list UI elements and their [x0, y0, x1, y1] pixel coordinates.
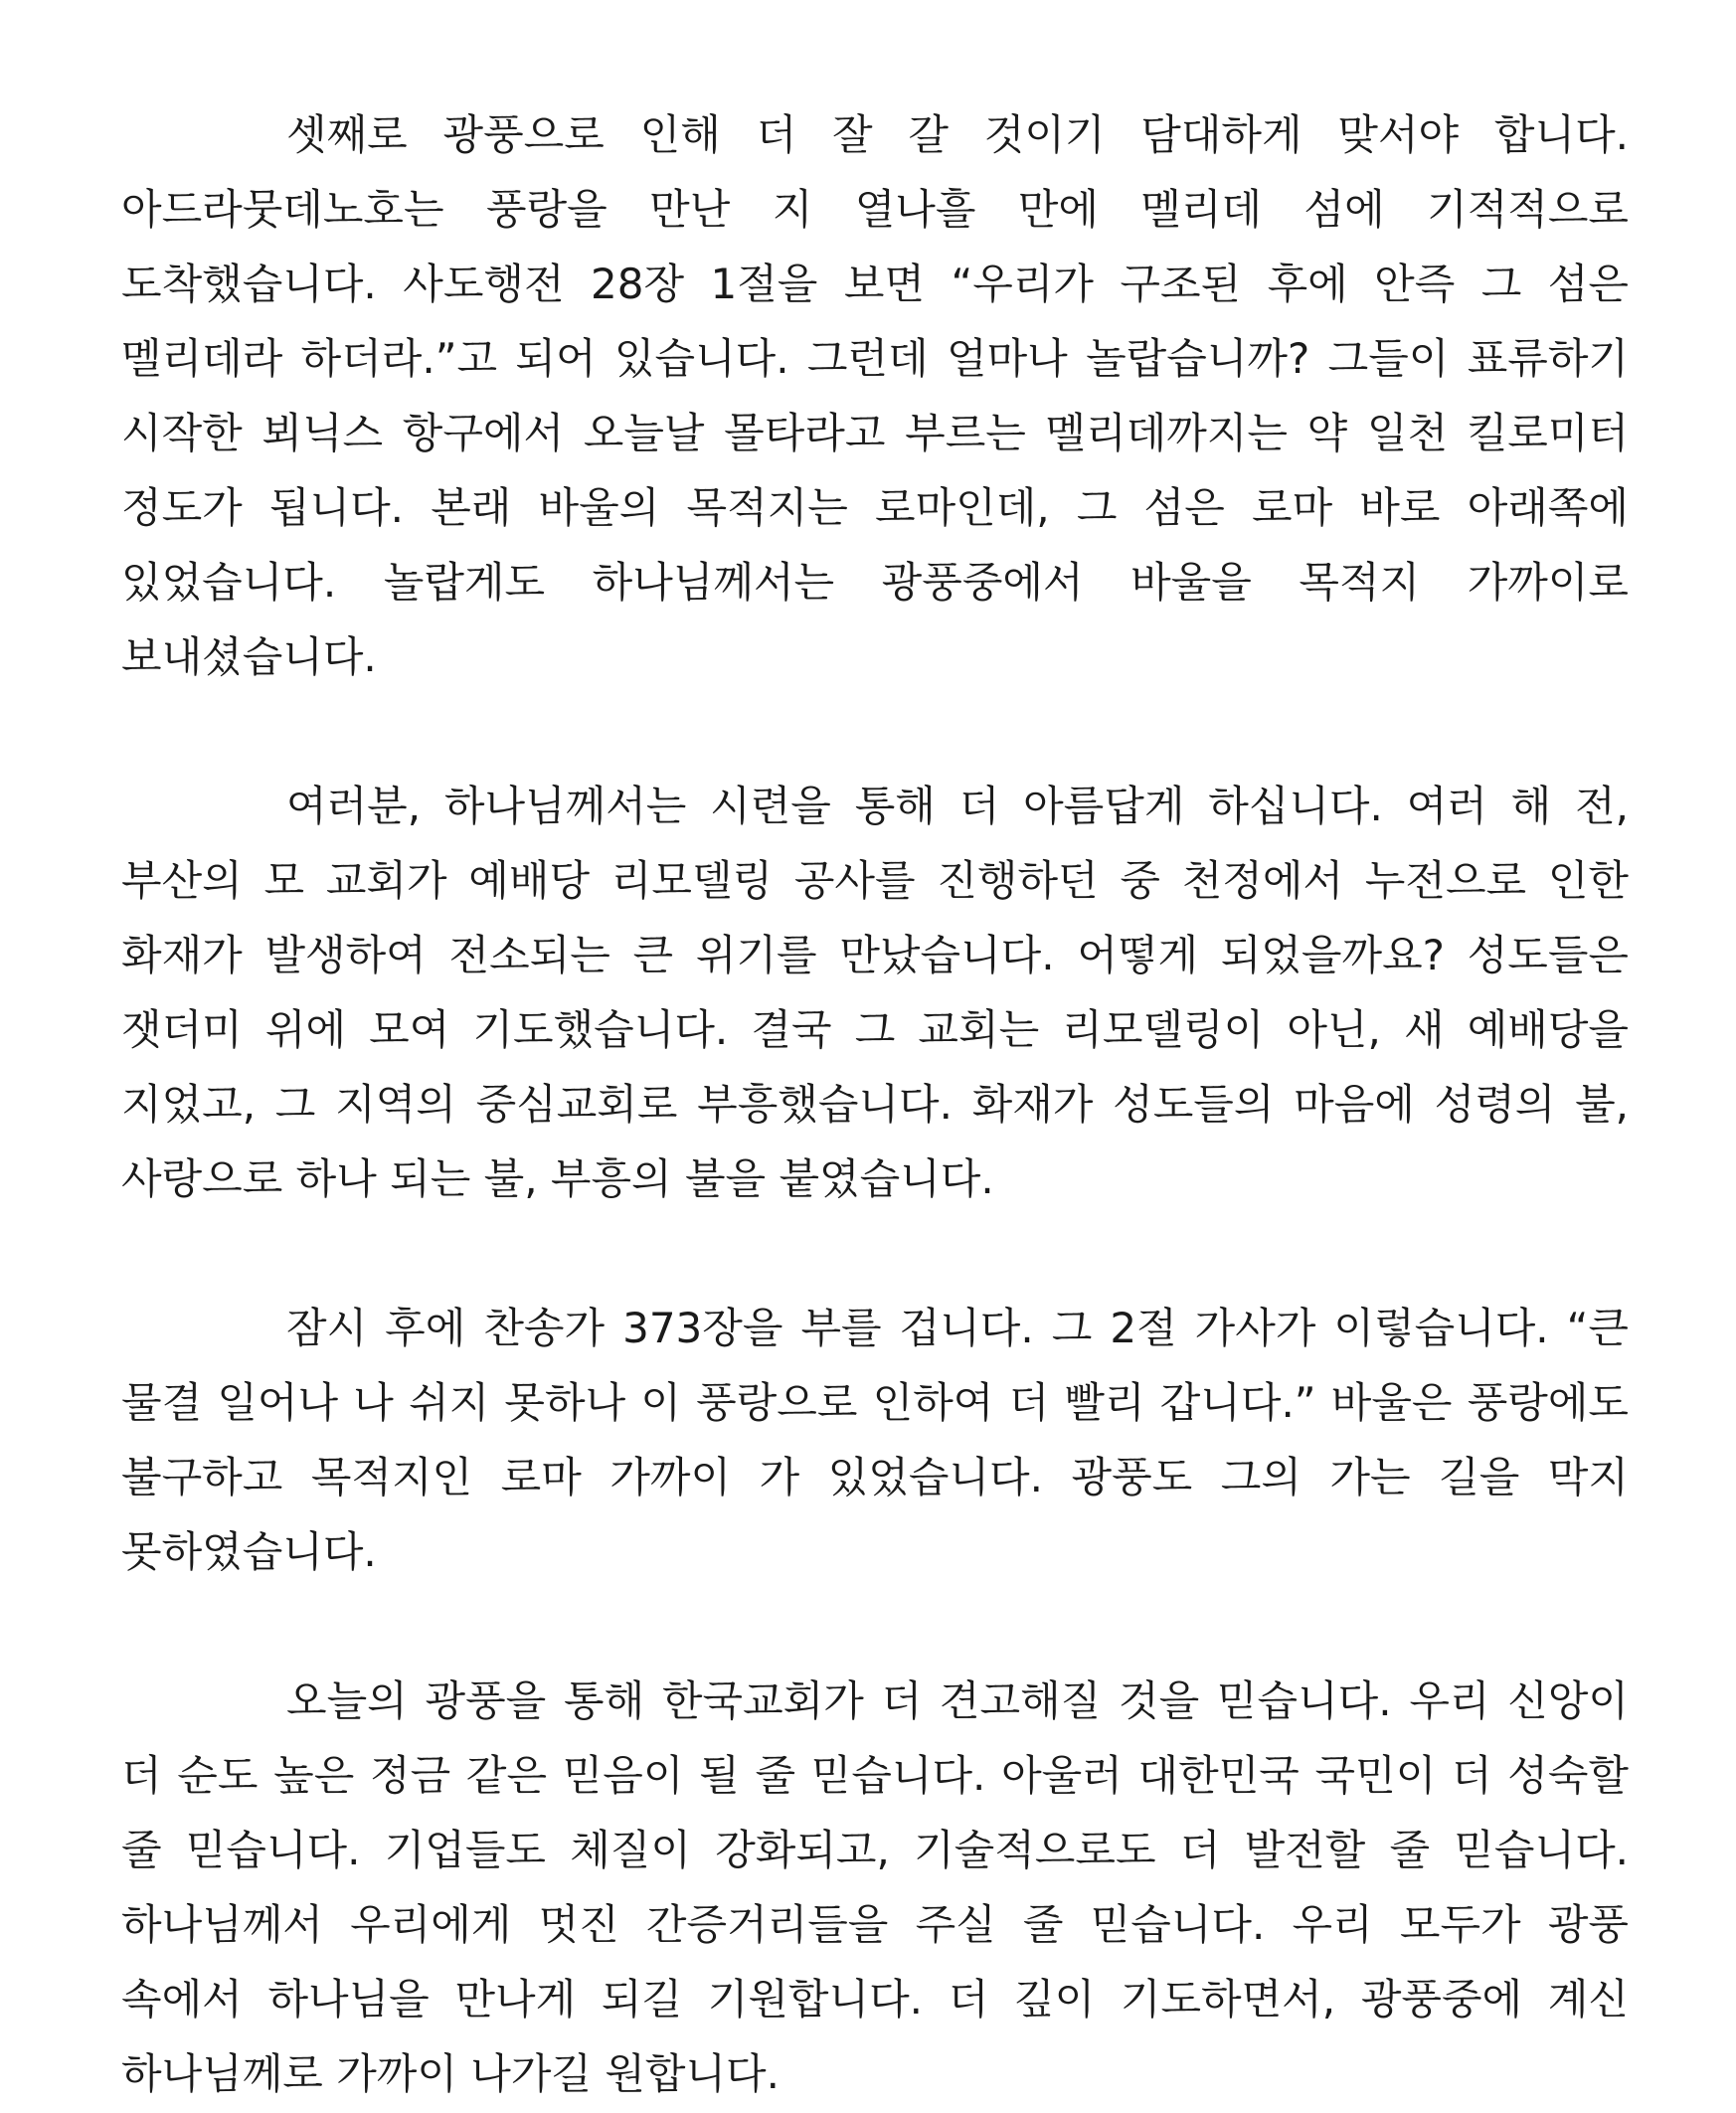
paragraph-3: 잠시 후에 찬송가 373장을 부를 겁니다. 그 2절 가사가 이렇습니다. “큰 물결 일어나 나 쉬지 못하나 이 풍랑으로 인하여 더 빨리 갑니다.” 바울은 풍랑에도 불구하고 목적지인 로마 가까이 가 있었습니다. 광풍도 그의 가는 길을 막지 못하였습니다.: [121, 1304, 1629, 1576]
paragraph-2: 여러분, 하나님께서는 시련을 통해 더 아름답게 하십니다. 여러 해 전, 부산의 모 교회가 예배당 리모델링 공사를 진행하던 중 천정에서 누전으로 인한 화재가 발생하여 전소되는 큰 위기를 만났습니다. 어떻게 되었을까요? 성도들은 잿더미 위에 모여 기도했습니다. 결국 그 교회는 리모델링이 아닌, 새 예배당을 지었고, 그 지역의 중심교회로 부흥했습니다. 화재가 성도들의 마음에 성령의 불, 사랑으로 하나 되는 불, 부흥의 불을 붙였습니다.: [121, 782, 1629, 1203]
paragraph-1: 셋째로 광풍으로 인해 더 잘 갈 것이기 담대하게 맞서야 합니다. 아드라뭇데노호는 풍랑을 만난 지 열나흘 만에 멜리데 섬에 기적적으로 도착했습니다. 사도행전 28장 1절을 보면 “우리가 구조된 후에 안즉 그 섬은 멜리데라 하더라.”고 되어 있습니다. 그런데 얼마나 놀랍습니까? 그들이 표류하기 시작한 뵈닉스 항구에서 오늘날 몰타라고 부르는 멜리데까지는 약 일천 킬로미터 정도가 됩니다. 본래 바울의 목적지는 로마인데, 그 섬은 로마 바로 아래쪽에 있었습니다. 놀랍게도 하나님께서는 광풍중에서 바울을 목적지 가까이로 보내셨습니다.: [121, 110, 1629, 681]
document-page: [121, 97, 1629, 2111]
paragraph-4: 오늘의 광풍을 통해 한국교회가 더 견고해질 것을 믿습니다. 우리 신앙이 더 순도 높은 정금 같은 믿음이 될 줄 믿습니다. 아울러 대한민국 국민이 더 성숙할 줄 믿습니다. 기업들도 체질이 강화되고, 기술적으로도 더 발전할 줄 믿습니다. 하나님께서 우리에게 멋진 간증거리들을 주실 줄 믿습니다. 우리 모두가 광풍 속에서 하나님을 만나게 되길 기원합니다. 더 깊이 기도하면서, 광풍중에 계신 하나님께로 가까이 나가길 원합니다.: [121, 1676, 1629, 2098]
